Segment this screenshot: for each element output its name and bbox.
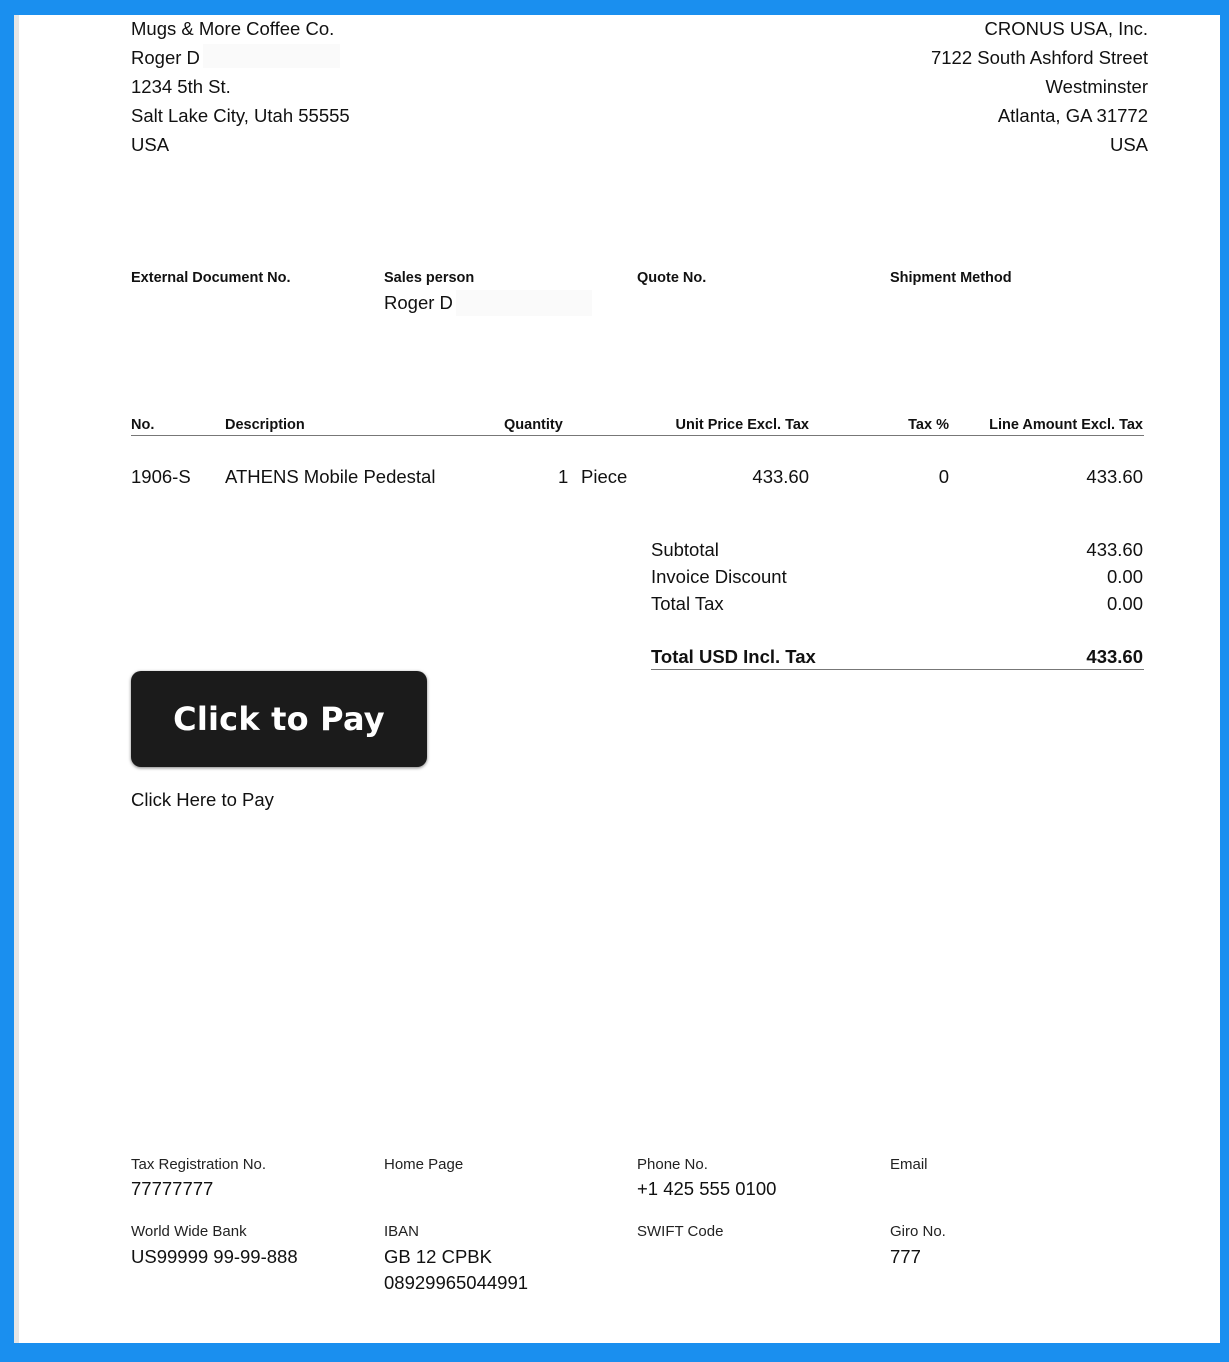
phone-label: Phone No. xyxy=(637,1156,708,1173)
line-item-unit: Piece xyxy=(581,466,628,487)
redaction-box xyxy=(456,290,592,316)
shipment-method-label: Shipment Method xyxy=(890,270,1012,286)
giro-number-value: 777 xyxy=(890,1246,921,1267)
customer-name: Mugs & More Coffee Co. xyxy=(131,18,335,39)
column-header-line-amount: Line Amount Excl. Tax xyxy=(989,417,1143,433)
line-item-amount: 433.60 xyxy=(1086,466,1143,487)
total-rule xyxy=(651,669,1144,670)
subtotal-value: 433.60 xyxy=(1086,539,1143,560)
bank-value: US99999 99-99-888 xyxy=(131,1246,298,1267)
customer-contact: Roger D xyxy=(131,47,200,68)
grand-total-value: 433.60 xyxy=(1086,646,1143,667)
column-header-tax-percent: Tax % xyxy=(908,417,949,433)
line-item-number: 1906-S xyxy=(131,466,191,487)
invoice-discount-value: 0.00 xyxy=(1106,566,1143,587)
customer-street: 1234 5th St. xyxy=(131,76,231,97)
company-country: USA xyxy=(1109,134,1148,155)
email-label: Email xyxy=(890,1156,928,1173)
iban-value-line-2: 08929965044991 xyxy=(384,1272,529,1293)
subtotal-label: Subtotal xyxy=(651,539,719,560)
external-document-label: External Document No. xyxy=(131,270,291,286)
grand-total-label: Total USD Incl. Tax xyxy=(651,646,816,667)
company-street: 7122 South Ashford Street xyxy=(930,47,1148,68)
company-city: Atlanta, GA 31772 xyxy=(997,105,1148,126)
line-item-description: ATHENS Mobile Pedestal xyxy=(225,466,436,487)
total-tax-label: Total Tax xyxy=(651,593,724,614)
company-address xyxy=(931,14,1148,159)
line-item-unit-price: 433.60 xyxy=(752,466,809,487)
total-tax-value: 0.00 xyxy=(1106,593,1143,614)
phone-value: +1 425 555 0100 xyxy=(637,1178,777,1199)
salesperson-value: Roger D xyxy=(384,292,453,313)
salesperson-label: Sales person xyxy=(384,270,475,286)
line-item-quantity: 1 xyxy=(558,466,569,487)
home-page-label: Home Page xyxy=(384,1156,464,1173)
swift-code-label: SWIFT Code xyxy=(637,1223,724,1240)
table-header-rule xyxy=(131,435,1144,436)
column-header-unit-price: Unit Price Excl. Tax xyxy=(675,417,809,433)
bank-label: World Wide Bank xyxy=(131,1223,247,1240)
tax-registration-label: Tax Registration No. xyxy=(131,1156,267,1173)
column-header-quantity: Quantity xyxy=(504,417,563,433)
customer-address xyxy=(131,14,350,159)
iban-value-line-1: GB 12 CPBK xyxy=(384,1246,492,1267)
company-name: CRONUS USA, Inc. xyxy=(984,18,1148,39)
line-item-tax-percent: 0 xyxy=(938,466,949,487)
giro-number-label: Giro No. xyxy=(890,1223,946,1240)
company-district: Westminster xyxy=(1045,76,1148,97)
column-header-description: Description xyxy=(225,417,305,433)
customer-country: USA xyxy=(131,134,170,155)
iban-label: IBAN xyxy=(384,1223,420,1240)
customer-city: Salt Lake City, Utah 55555 xyxy=(131,105,350,126)
invoice-discount-label: Invoice Discount xyxy=(651,566,787,587)
click-to-pay-button[interactable]: Click to Pay xyxy=(131,671,427,767)
quote-number-label: Quote No. xyxy=(637,270,707,286)
redaction-box xyxy=(203,44,340,68)
tax-registration-value: 77777777 xyxy=(131,1178,214,1199)
column-header-no: No. xyxy=(131,417,155,433)
click-here-to-pay-link[interactable]: Click Here to Pay xyxy=(131,789,274,810)
